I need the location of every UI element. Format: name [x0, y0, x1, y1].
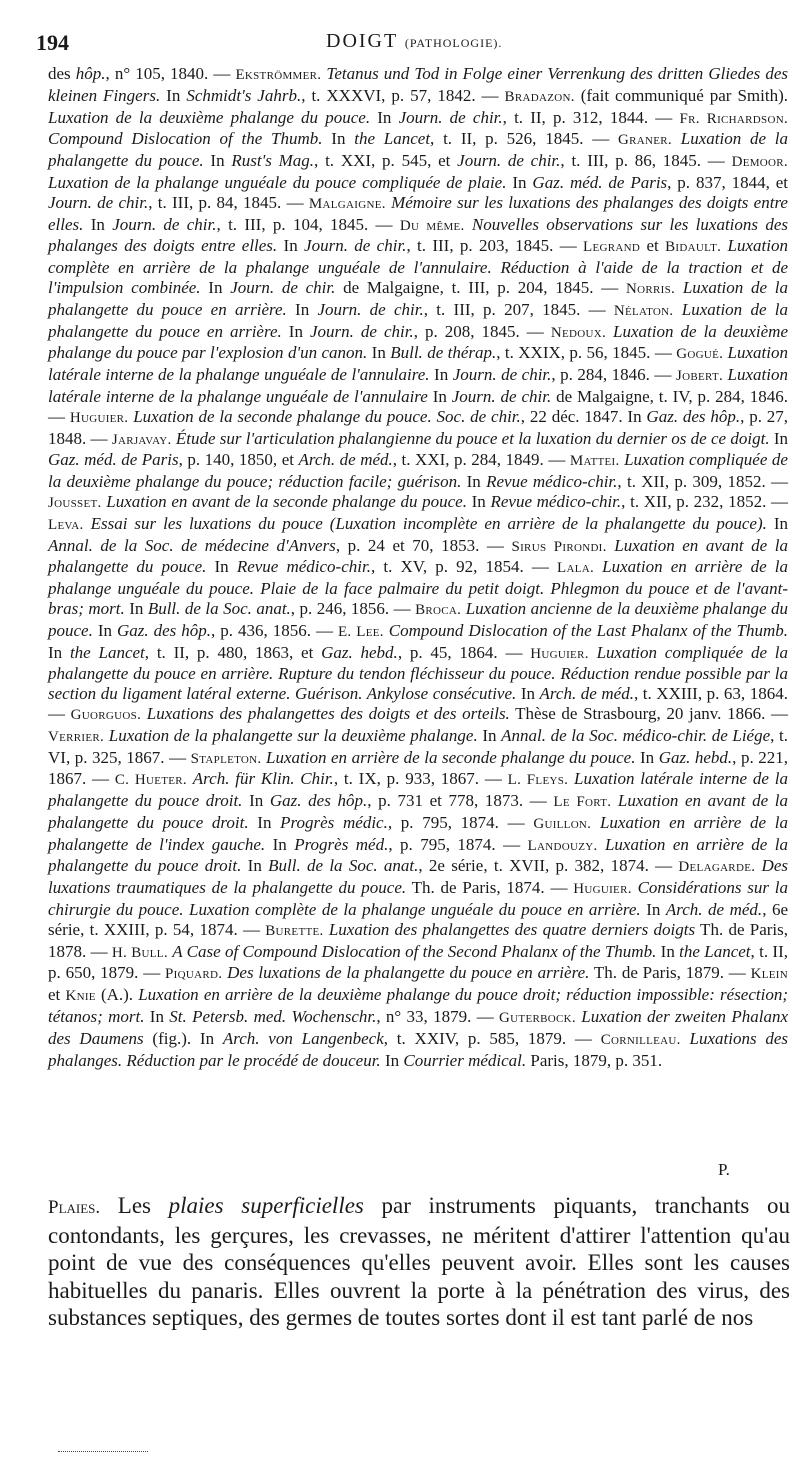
- page-number: 194: [36, 30, 69, 55]
- bibliography-author-initial: P.: [718, 1160, 730, 1179]
- running-title: [326, 30, 502, 53]
- running-title-main: DOIGT: [326, 30, 398, 52]
- bibliography-block: des hôp., n° 105, 1840. — Ekströmmer. Tetanus und Tod in Folge einer Verrenkung des dritten Gliedes des kleinen Fingers. In Schmidt's Jahrb., t. XXXVI, p. 57, 1842. — Bradazon. (fait communiqué par Smith). Luxation de la deuxième phalange du pouce. In Journ. de chir., t. II, p. 312, 1844. — Fr. Richardson. Compound Dislocation of the Thumb. In the Lancet, t. II, p. 526, 1845. — Graner. Luxation de la phalangette du pouce. In Rust's Mag., t. XXI, p. 545, et Journ. de chir., t. III, p. 86, 1845. — Demoor. Luxation de la phalange unguéale du pouce compliquée de plaie. In Gaz. méd. de Paris, p. 837, 1844, et Journ. de chir., t. III, p. 84, 1845. — Malgaigne. Mémoire sur les luxations des phalanges des doigts entre elles. In Journ. de chir., t. III, p. 104, 1845. — Du même. Nouvelles observations sur les luxations des phalanges des doigts entre elles. In Journ. de chir., t. III, p. 203, 1845. — Legrand et Bidault. Luxation complète en arrière de la phalange unguéale de l'annulaire. Réduction à l'aide de la traction et de l'impulsion combinée. In Journ. de chir. de Malgaigne, t. III, p. 204, 1845. — Norris. Luxation de la phalangette du pouce en arrière. In Journ. de chir., t. III, p. 207, 1845. — Nélaton. Luxation de la phalangette du pouce en arrière. In Journ. de chir., p. 208, 1845. — Nedoux. Luxation de la deuxième phalange du pouce par l'explosion d'un canon. In Bull. de thérap., t. XXIX, p. 56, 1845. — Gogué. Luxation latérale interne de la phalange unguéale de l'annulaire. In Journ. de chir., p. 284, 1846. — Jobert. Luxation latérale interne de la phalange unguéale de l'annulaire In Journ. de chir. de Malgaigne, t. IV, p. 284, 1846. — Huguier. Luxation de la seconde phalange du pouce. Soc. de chir., 22 déc. 1847. In Gaz. des hôp., p. 27, 1848. — Jarjavay. Étude sur l'articulation phalangienne du pouce et la luxation du dernier os de ce doigt. In Gaz. méd. de Paris, p. 140, 1850, et Arch. de méd., t. XXI, p. 284, 1849. — Mattei. Luxation compliquée de la deuxième phalange du pouce; réduction facile; guérison. In Revue médico-chir., t. XII, p. 309, 1852. — Jousset. Luxation en avant de la seconde phalange du pouce. In Revue médico-chir., t. XII, p. 232, 1852. — Leva. Essai sur les luxations du pouce (Luxation incomplète en arrière de la phalangette du pouce). In Annal. de la Soc. de médecine d'Anvers, p. 24 et 70, 1853. — Sirus Pirondi. Luxation en avant de la phalangette du pouce. In Revue médico-chir., t. XV, p. 92, 1854. — Lala. Luxation en arrière de la phalange unguéale du pouce. Plaie de la face palmaire du petit doigt. Phlegmon du pouce et de l'avant-bras; mort. In Bull. de la Soc. anat., p. 246, 1856. — Broca. Luxation ancienne de la deuxième phalange du pouce. In Gaz. des hôp., p. 436, 1856. — E. Lee. Compound Dislocation of the Last Phalanx of the Thumb. In the Lancet, t. II, p. 480, 1863, et Gaz. hebd., p. 45, 1864. — Huguier. Luxation compliquée de la phalangette du pouce en arrière. Rupture du tendon fléchisseur du pouce. Réduction rendue possible par la section du ligament latéral externe. Guérison. Ankylose consécutive. In Arch. de méd., t. XXIII, p. 63, 1864. — Guorguos. Luxations des phalangettes des doigts et des orteils. Thèse de Strasbourg, 20 janv. 1866. — Verrier. Luxation de la phalangette sur la deuxième phalange. In Annal. de la Soc. médico-chir. de Liége, t. VI, p. 325, 1867. — Stapleton. Luxation en arrière de la seconde phalange du pouce. In Gaz. hebd., p. 221, 1867. — C. Hueter. Arch. für Klin. Chir., t. IX, p. 933, 1867. — L. Fleys. Luxation latérale interne de la phalangette du pouce droit. In Gaz. des hôp., p. 731 et 778, 1873. — Le Fort. Luxation en avant de la phalangette du pouce droit. In Progrès médic., p. 795, 1874. — Guillon. Luxation en arrière de la phalangette de l'index gauche. In Progrès méd., p. 795, 1874. — Landouzy. Luxation en arrière de la phalangette du pouce droit. In Bull. de la Soc. anat., 2e série, t. XVII, p. 382, 1874. — Delagarde. Des luxations traumatiques de la phalangette du pouce. Th. de Paris, 1874. — Huguier. Considérations sur la chirurgie du pouce. Luxation complète de la phalange unguéale du pouce en arrière. In Arch. de méd., 6e série, t. XXIII, p. 54, 1874. — Burette. Luxation des phalangettes des quatre derniers doigts Th. de Paris, 1878. — H. Bull. A Case of Compound Dislocation of the Second Phalanx of the Thumb. In the Lancet, t. II, p. 650, 1879. — Piquard. Des luxations de la phalangette du pouce en arrière. Th. de Paris, 1879. — Klein et Knie (A.). Luxation en arrière de la deuxième phalange du pouce droit; réduction impossible: résection; tétanos; mort. In St. Petersb. med. Wochenschr., n° 33, 1879. — Guterbock. Luxation der zweiten Phalanx des Daumens (fig.). In Arch. von Langenbeck, t. XXIV, p. 585, 1879. — Cornilleau. Luxations des phalanges. Réduction par le procédé de douceur. In Courrier médical. Paris, 1879, p. 351.: [48, 64, 789, 1070]
- plaies-paragraph: Plaies. Les plaies superficielles par instruments piquants, tranchants ou contondants, les gerçures, les crevasses, ne méritent d'attirer l'attention qu'au point de vue des conséquences qu'elles peuvent avoir. Elles sont les causes habituelles du panaris. Elles ouvrent la porte à la pénétration des virus, des substances septiques, des germes de toutes sortes dont il est tant parlé de nos: [48, 1193, 790, 1330]
- running-head: [36, 30, 776, 58]
- footer-rule: [58, 1451, 148, 1452]
- running-title-sub: (PATHOLOGIE).: [404, 36, 503, 50]
